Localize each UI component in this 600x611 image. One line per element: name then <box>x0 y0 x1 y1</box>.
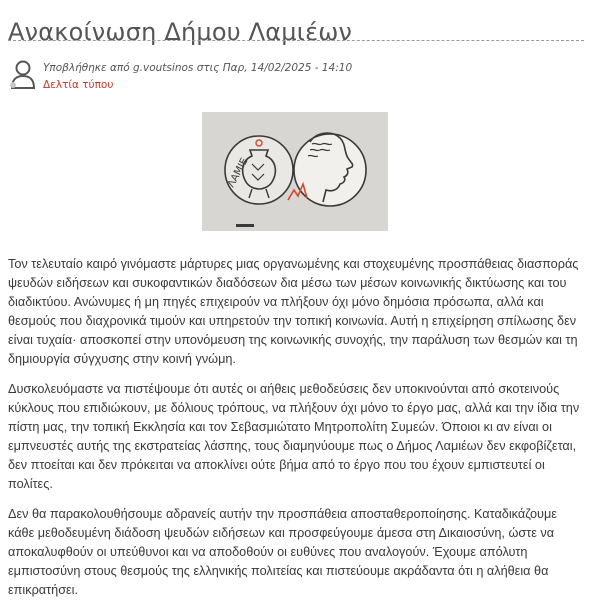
paragraph: Τον τελευταίο καιρό γινόμαστε μάρτυρες μιας οργανωμένης και στοχευμένης προσπάθειας διασποράς ψευδών ειδήσεων και συκοφαντικών διαδόσεων δια μέσω των μέσων κοινωνικής δικτύωσης και του διαδικτύου. Ανώνυμες ή μη πηγές επιχειρούν να πλήξουν όχι μόνο δημόσια πρόσωπα, αλλά και θεσμούς που διαχρονικά τιμούν και υπηρετούν την τοπική κοινωνία. Αυτή η επιχείρηση σπίλωσης δεν είναι τυχαία· αποσκοπεί στην υπονόμευση της κοινωνικής συνοχής, την παράλυση των θεσμών και τη δημιουργία σύγχυσης στην κοινή γνώμη. <box>8 257 579 366</box>
user-avatar-icon <box>6 58 40 92</box>
municipality-logo <box>202 112 388 231</box>
logo-text: ΛΑΜΙΕ <box>225 156 251 190</box>
article-body <box>8 255 586 611</box>
paragraph: Δεν θα παρακολουθήσουμε αδρανείς αυτήν την προσπάθεια αποσταθεροποίησης. Καταδικάζουμε κάθε μεθοδευμένη διάδοση ψευδών ειδήσεων και προσφεύγουμε άμεσα στη Δικαιοσύνη, ώστε να αποκαλυφθούν οι υπεύθυνοι και να αποδοθούν οι ευθύνες που αναλογούν. Έχουμε απόλυτη εμπιστοσύνη στους θεσμούς της ελληνικής πολιτείας και πιστεύουμε ακράδαντα ότι η αλήθεια θα επικρατήσει. <box>8 507 557 597</box>
category-link[interactable]: Δελτία τύπου <box>43 79 114 91</box>
paragraph: Δυσκολευόμαστε να πιστέψουμε ότι αυτές οι αήθεις μεθοδεύσεις δεν υποκινούνται από σκοτεινούς κύκλους που επιδιώκουν, με δόλιους τρόπους, να πλήξουν όχι μόνο το έργο μας, αλλά και την ίδια την πίστη μας, την τοπική Εκκλησία και τον Σεβασμιώτατο Μητροπολίτη Συμεών. Όποιοι κι αν είναι οι εμπνευστές αυτής της εκστρατείας λάσπης, τους διαμηνύουμε πως ο Δήμος Λαμιέων δεν εκφοβίζεται, δεν πτοείται και δεν πρόκειται να αποκλίνει ούτε βήμα από το έργο που του έχουν εμπιστευτεί οι πολίτες. <box>8 382 580 491</box>
article-image <box>202 112 388 231</box>
submission-meta: Υποβλήθηκε από g.voutsinos στις Παρ, 14/02/2025 - 14:10 <box>43 62 353 74</box>
page-title: Ανακοίνωση Δήμου Λαμιέων <box>8 18 353 47</box>
title-divider <box>8 40 584 41</box>
